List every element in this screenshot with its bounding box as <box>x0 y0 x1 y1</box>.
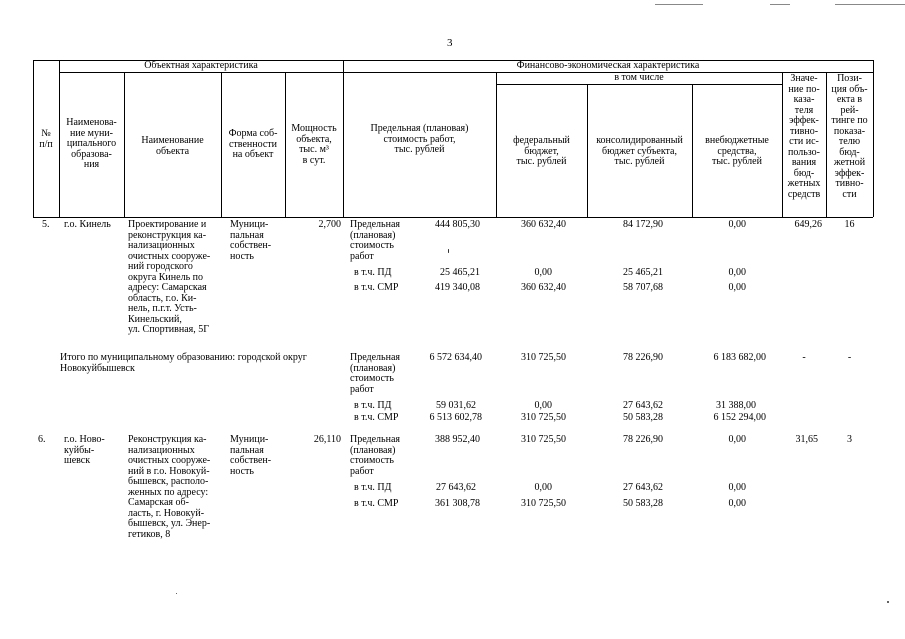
row-total: 6 572 634,40 <box>429 352 482 363</box>
row-smr-extra: 0,00 <box>728 282 746 293</box>
row-pd-consolidated: 27 643,62 <box>623 482 663 493</box>
scan-speck <box>176 593 177 594</box>
header-bottom-border <box>33 217 873 218</box>
header-extrabudget: внебюджетные средства, тыс. рублей <box>705 135 769 167</box>
scan-artifact-line <box>835 4 905 5</box>
row-indicator: 649,26 <box>794 219 822 230</box>
row-extra: 6 183 682,00 <box>713 352 766 363</box>
row-cost-label: Предельная (плановая) стоимость работ <box>350 352 400 395</box>
row-smr-label: в т.ч. СМР <box>354 498 399 509</box>
row-smr-total: 361 308,78 <box>435 498 480 509</box>
row-pd-federal: 0,00 <box>534 482 552 493</box>
row-pd-extra: 31 388,00 <box>716 400 756 411</box>
row-smr-federal: 310 725,50 <box>521 498 566 509</box>
row-object-name: Проектирование и реконструкция ка- нализационных очистных сооруже- ний городского округа Кинель по адресу: Самарская область, г.о. Ки- нель, п.г.т. Усть- Кинельский, ул. Спортивная, 5Г <box>128 219 211 335</box>
row-ownership: Муници- пальная собствен- ность <box>230 434 272 477</box>
header-indicator: Значе- ние по- каза- теля эффек- тивно- сти ис- пользо- вания бюд- жетных средств <box>787 73 821 200</box>
header-ownership: Форма соб- ственности на объект <box>228 128 278 160</box>
row-smr-federal: 360 632,40 <box>521 282 566 293</box>
row-smr-label: в т.ч. СМР <box>354 282 399 293</box>
row-num: 5. <box>42 219 50 230</box>
row-consolidated: 84 172,90 <box>623 219 663 230</box>
row-smr-consolidated: 50 583,28 <box>623 412 663 423</box>
row-smr-consolidated: 58 707,68 <box>623 282 663 293</box>
row-smr-label: в т.ч. СМР <box>354 412 399 423</box>
row-municipality: г.о. Кинель <box>64 219 111 230</box>
row-federal: 310 725,50 <box>521 352 566 363</box>
header-object-group: Объектная характеристика <box>144 60 258 71</box>
header-federal: федеральный бюджет, тыс. рублей <box>513 135 570 167</box>
header-municipality: Наименова- ние муни- ципального образова- ния <box>66 117 117 170</box>
row-federal: 310 725,50 <box>521 434 566 445</box>
header-num: № п/п <box>39 128 53 150</box>
row-extra: 0,00 <box>728 219 746 230</box>
header-including: в том числе <box>614 72 664 83</box>
row-federal: 360 632,40 <box>521 219 566 230</box>
scan-speck <box>448 249 449 253</box>
row-smr-federal: 310 725,50 <box>521 412 566 423</box>
row-smr-total: 419 340,08 <box>435 282 480 293</box>
scan-artifact-line <box>770 4 790 5</box>
row-object-name: Реконструкция ка- нализационных очистных сооруже- ний в г.о. Новокуй- бышевск, располо- женных по адресу: Самарская об- ласть, г. Новокуй- бышевск, ул. Энер- гетиков, 8 <box>128 434 211 540</box>
row-pd-total: 59 031,62 <box>436 400 476 411</box>
header-object-name: Наименование объекта <box>141 135 204 157</box>
row-municipality: г.о. Ново- куйбы- шевск <box>64 434 105 466</box>
row-indicator: 31,65 <box>795 434 818 445</box>
row-pd-federal: 0,00 <box>534 267 552 278</box>
row-cost-label: Предельная (плановая) стоимость работ <box>350 434 400 477</box>
scan-artifact-line <box>655 4 703 5</box>
row-consolidated: 78 226,90 <box>623 434 663 445</box>
table-border-right <box>873 60 874 217</box>
row-smr-consolidated: 50 583,28 <box>623 498 663 509</box>
row-consolidated: 78 226,90 <box>623 352 663 363</box>
row-pd-total: 27 643,62 <box>436 482 476 493</box>
row-pd-label: в т.ч. ПД <box>354 400 392 411</box>
scan-speck <box>887 601 889 603</box>
row-pd-extra: 0,00 <box>728 482 746 493</box>
row-pd-total: 25 465,21 <box>440 267 480 278</box>
row-num: 6. <box>38 434 46 445</box>
row-pd-consolidated: 27 643,62 <box>623 400 663 411</box>
row-cost-label: Предельная (плановая) стоимость работ <box>350 219 400 262</box>
row-total: 444 805,30 <box>435 219 480 230</box>
row-pd-consolidated: 25 465,21 <box>623 267 663 278</box>
header-consolidated: консолидированный бюджет субъекта, тыс. рублей <box>596 135 683 167</box>
row-pd-extra: 0,00 <box>728 267 746 278</box>
row-total: 388 952,40 <box>435 434 480 445</box>
header-limit-cost: Предельная (плановая) стоимость работ, тыс. рублей <box>370 123 469 155</box>
row-ownership: Муници- пальная собствен- ность <box>230 219 272 262</box>
summary-label: Итого по муниципальному образованию: городской округ Новокуйбышевск <box>60 352 307 374</box>
row-smr-total: 6 513 602,78 <box>429 412 482 423</box>
header-subgroup-divider <box>496 84 782 85</box>
page-number: 3 <box>447 37 453 49</box>
row-capacity: 2,700 <box>318 219 341 230</box>
row-rank: 3 <box>847 434 852 445</box>
header-finance-group: Финансово-экономическая характеристика <box>516 60 700 71</box>
row-rank: - <box>847 352 852 363</box>
row-indicator: - <box>802 352 806 363</box>
row-extra: 0,00 <box>728 434 746 445</box>
header-rank: Пози- ция объ- екта в рей- тинге по показа- телю бюд- жетной эффек- тивно- сти <box>831 73 868 200</box>
row-capacity: 26,110 <box>313 434 341 445</box>
row-pd-federal: 0,00 <box>534 400 552 411</box>
row-smr-extra: 6 152 294,00 <box>713 412 766 423</box>
row-smr-extra: 0,00 <box>728 498 746 509</box>
row-pd-label: в т.ч. ПД <box>354 482 392 493</box>
header-capacity: Мощность объекта, тыс. м³ в сут. <box>291 123 337 166</box>
row-pd-label: в т.ч. ПД <box>354 267 392 278</box>
row-rank: 16 <box>844 219 855 230</box>
